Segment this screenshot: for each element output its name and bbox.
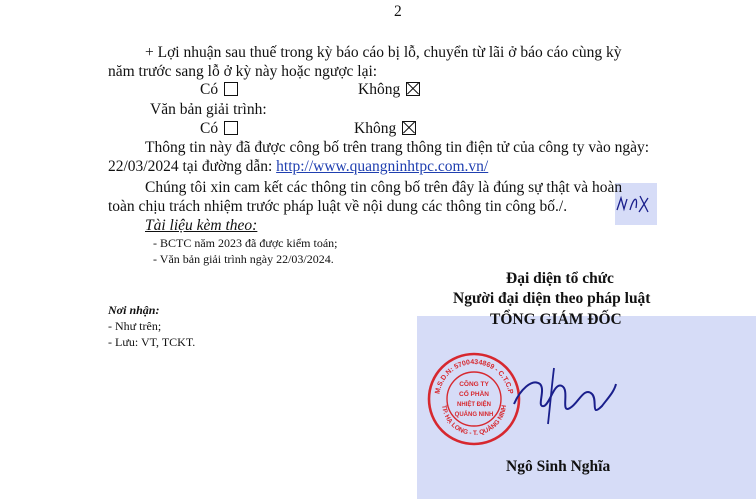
option-no-label: Không: [358, 81, 401, 98]
checkbox-unchecked[interactable]: [224, 121, 238, 135]
option-no-1: [358, 81, 420, 99]
initials-signature: [612, 190, 656, 218]
option-no-2: [354, 120, 416, 138]
svg-text:QUẢNG NINH: QUẢNG NINH: [454, 412, 494, 418]
sign-title-1: Đại diện tổ chức: [506, 270, 614, 287]
commit-line-2: toàn chịu trách nhiệm trước pháp luật về nội dung các thông tin công bố./.: [108, 198, 568, 215]
attachment-item: - Văn bản giải trình ngày 22/03/2024.: [153, 252, 334, 266]
svg-text:NHIỆT ĐIỆN: NHIỆT ĐIỆN: [456, 402, 492, 408]
attachment-item: - BCTC năm 2023 đã được kiểm toán;: [153, 236, 338, 250]
sign-title-2: Người đại diện theo pháp luật: [453, 290, 651, 307]
profit-line-2: năm trước sang lỗ ở kỳ này hoặc ngược lại:: [108, 63, 378, 80]
signer-name: Ngô Sinh Nghĩa: [506, 458, 611, 475]
explanation-label: Văn bản giải trình:: [150, 101, 267, 118]
option-no-label: Không: [354, 120, 397, 137]
svg-text:CÔNG TY: CÔNG TY: [459, 381, 489, 388]
checkbox-checked[interactable]: [406, 82, 420, 96]
website-link[interactable]: http://www.quangninhtpc.com.vn/: [276, 158, 489, 175]
svg-text:TP. HẠ LONG - T. QUẢNG NINH: TP. HẠ LONG - T. QUẢNG NINH: [440, 404, 508, 438]
option-yes-label: Có: [200, 81, 219, 98]
recipient-item: - Lưu: VT, TCKT.: [108, 335, 196, 349]
info-line-2: [108, 158, 488, 176]
page-number: 2: [394, 3, 402, 20]
recipients-title: Nơi nhận:: [108, 303, 160, 317]
option-yes-1: [200, 81, 238, 99]
recipient-item: - Như trên;: [108, 319, 162, 333]
info-line-1: Thông tin này đã được công bố trên trang thông tin điện tử của công ty vào ngày:: [145, 139, 650, 156]
checkbox-unchecked[interactable]: [224, 82, 238, 96]
svg-text:CỔ PHẦN: CỔ PHẦN: [459, 391, 489, 398]
attachments-title: Tài liệu kèm theo:: [145, 217, 258, 234]
profit-line-1: + Lợi nhuận sau thuế trong kỳ báo cáo bị lỗ, chuyển từ lãi ở báo cáo cùng kỳ: [145, 44, 622, 61]
sign-title-3: TỔNG GIÁM ĐỐC: [490, 311, 622, 328]
checkbox-checked[interactable]: [402, 121, 416, 135]
director-signature: [510, 360, 620, 432]
info-line-2-prefix: 22/03/2024 tại đường dẫn:: [108, 158, 273, 175]
option-yes-label: Có: [200, 120, 219, 137]
commit-line-1: Chúng tôi xin cam kết các thông tin công bố trên đây là đúng sự thật và hoàn: [145, 179, 623, 196]
option-yes-2: [200, 120, 238, 138]
company-stamp: [426, 351, 522, 447]
svg-text:M.S.D.N: 5700434869 - C.T.C.P: M.S.D.N: 5700434869 - C.T.C.P: [434, 358, 514, 395]
